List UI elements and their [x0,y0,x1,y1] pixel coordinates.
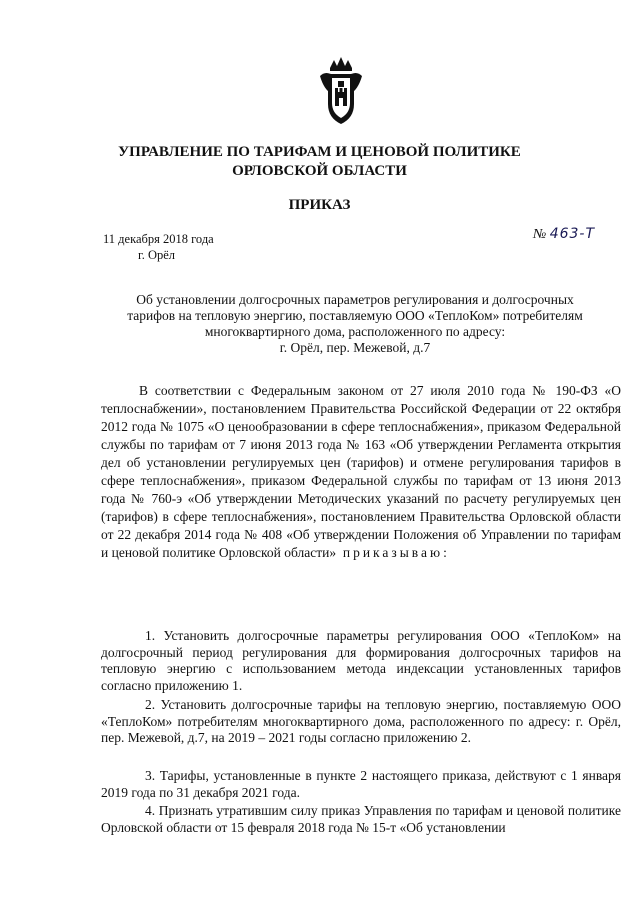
organization-name-line-1: УПРАВЛЕНИЕ ПО ТАРИФАМ И ЦЕНОВОЙ ПОЛИТИКЕ [118,144,521,160]
handwritten-number: 463-Т [549,226,596,242]
order-item-2: 2. Установить долгосрочные тарифы на тепловую энергию, поставляемую ООО «ТеплоКом» потребителям многоквартирного дома, расположенного по адресу: г. Орёл, пер. Межевой, д.7, на 2019 – 2021 годы согласно приложению 2. [101,697,621,745]
subject-line-3: многоквартирного дома, расположенного по адресу: [204,324,506,339]
preamble-text: В соответствии с Федеральным законом от 27 июля 2010 года № 190-ФЗ «О теплоснабжении», постановлением Правительства Российской Федерации от 22 октября 2012 года № 1075 «О ценообразовании в сфере теплоснабжения», приказом Федеральной службы по тарифам от 7 июня 2013 года № 163 «Об утверждении Регламента открытия дел об установлении регулируемых цен (тарифов) и отмене регулирования тарифов в сфере теплоснабжения», приказом Федеральной службы по тарифам от 13 июня 2013 года № 760-э «Об утверждении Методических указаний по расчету регулируемых цен (тарифов) в сфере теплоснабжения», постановлением Правительства Орловской области от 22 декабря 2014 года № 408 «Об утверждении Положения об Управлении по тарифам и ценовой политике Орловской области» [101,383,621,560]
order-item-1: 1. Установить долгосрочные параметры регулирования ООО «ТеплоКом» на долгосрочный период регулирования для формирования долгосрочных тарифов на тепловую энергию с использованием метода индексации установленных тарифов согласно приложению 1. [101,628,621,693]
document-city: г. Орёл [138,248,176,262]
coat-of-arms-emblem [318,54,364,126]
order-item-4: 4. Признать утратившим силу приказ Управления по тарифам и ценовой политике Орловской области от 15 февраля 2018 года № 15-т «Об установлении [101,803,621,835]
order-word: приказываю: [342,545,450,560]
subject-line-1: Об установлении долгосрочных параметров регулирования и долгосрочных [136,292,574,307]
subject-line-2: тарифов на тепловую энергию, поставляемую ООО «ТеплоКом» потребителям [127,308,583,323]
document-type: ПРИКАЗ [288,197,351,213]
organization-name-line-2: ОРЛОВСКОЙ ОБЛАСТИ [232,163,407,179]
document-number [533,226,595,243]
subject-line-4: г. Орёл, пер. Межевой, д.7 [279,340,431,355]
order-item-3: 3. Тарифы, установленные в пункте 2 настоящего приказа, действуют с 1 января 2019 года по 31 декабря 2021 года. [101,768,621,800]
document-subject [100,292,610,356]
organization-name [0,143,639,181]
document-date: 11 декабря 2018 года [103,232,214,246]
number-sign: № [533,227,547,242]
preamble-paragraph [101,382,621,562]
